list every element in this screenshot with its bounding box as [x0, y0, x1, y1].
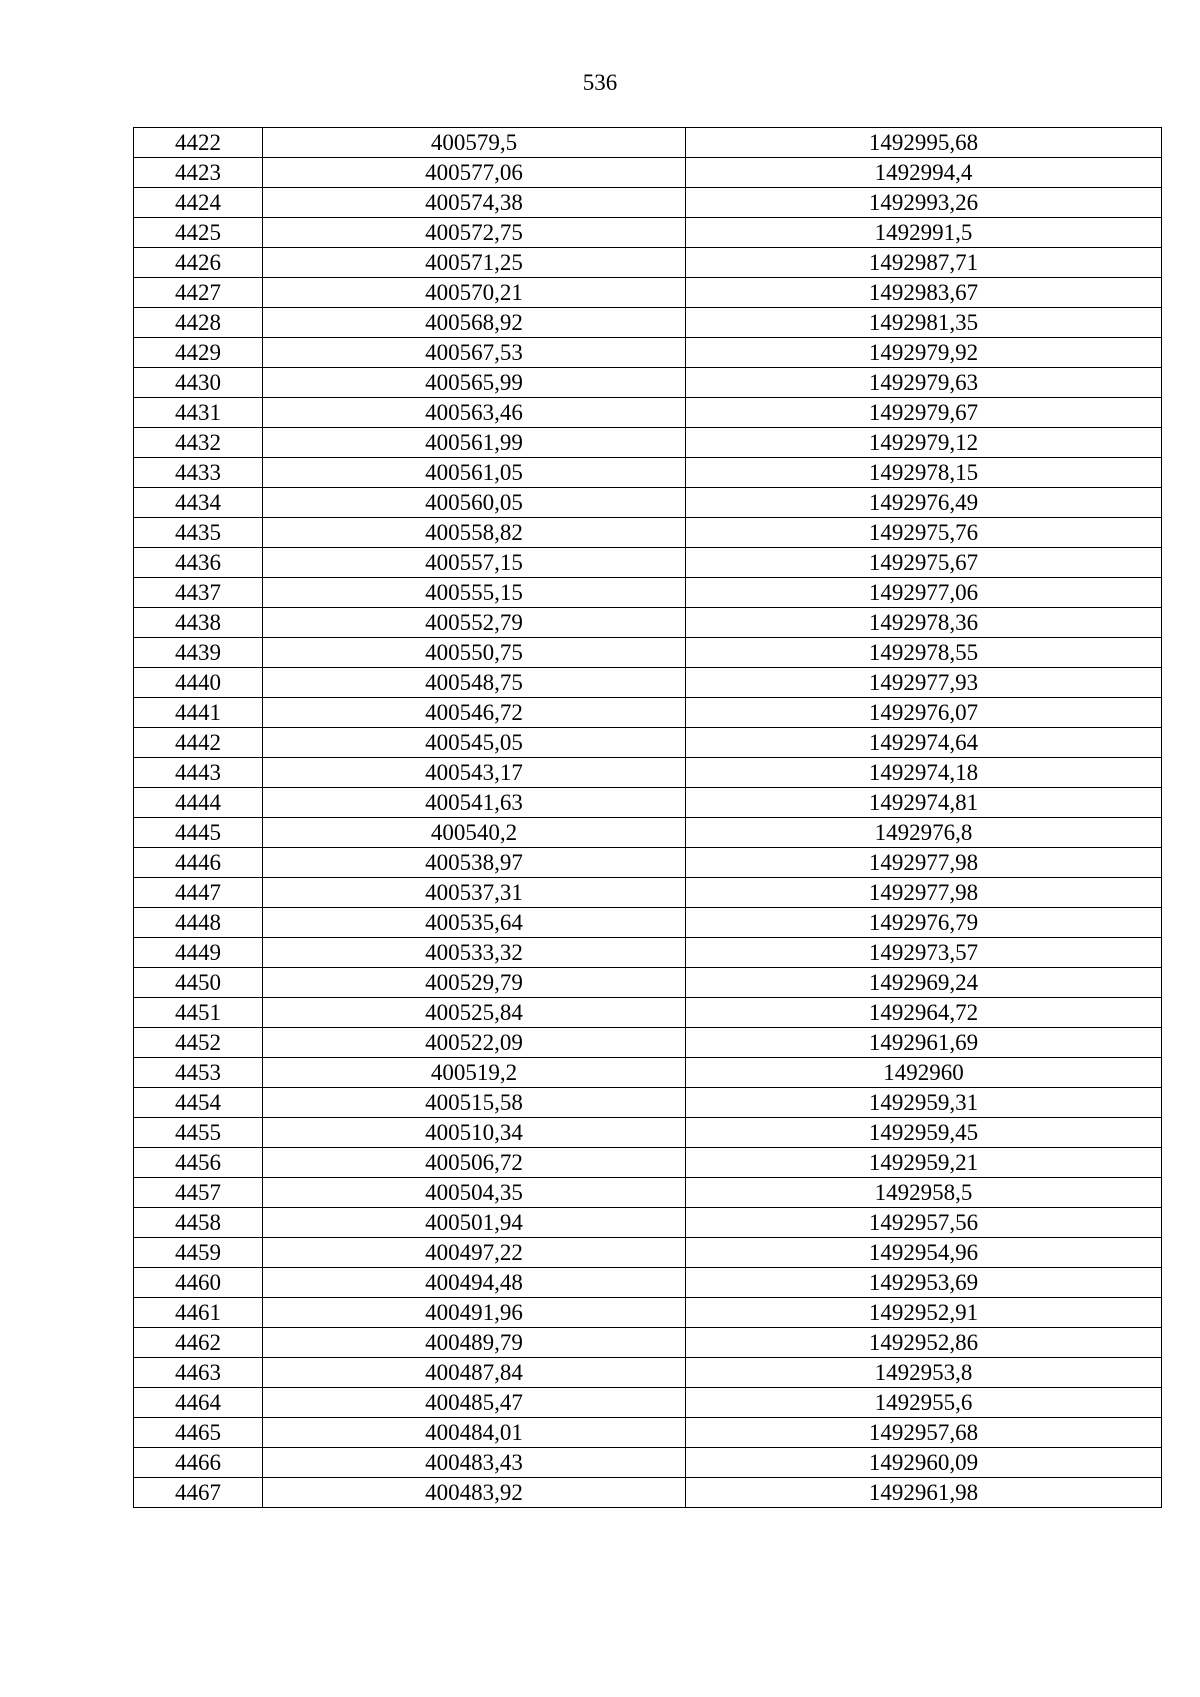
y-coordinate-cell: 1492973,57 [686, 938, 1162, 968]
table-row [134, 548, 1162, 578]
x-coordinate-cell: 400533,32 [263, 938, 686, 968]
x-coordinate-cell: 400572,75 [263, 218, 686, 248]
point-number-cell: 4438 [134, 608, 263, 638]
point-number-cell: 4431 [134, 398, 263, 428]
x-coordinate-cell: 400563,46 [263, 398, 686, 428]
table-row [134, 998, 1162, 1028]
point-number-cell: 4429 [134, 338, 263, 368]
x-coordinate-cell: 400546,72 [263, 698, 686, 728]
y-coordinate-cell: 1492979,67 [686, 398, 1162, 428]
y-coordinate-cell: 1492978,15 [686, 458, 1162, 488]
table-row [134, 698, 1162, 728]
point-number-cell: 4461 [134, 1298, 263, 1328]
y-coordinate-cell: 1492952,86 [686, 1328, 1162, 1358]
table-row [134, 818, 1162, 848]
table-row [134, 1448, 1162, 1478]
y-coordinate-cell: 1492995,68 [686, 128, 1162, 158]
x-coordinate-cell: 400579,5 [263, 128, 686, 158]
table-row [134, 1298, 1162, 1328]
y-coordinate-cell: 1492983,67 [686, 278, 1162, 308]
point-number-cell: 4423 [134, 158, 263, 188]
point-number-cell: 4443 [134, 758, 263, 788]
x-coordinate-cell: 400577,06 [263, 158, 686, 188]
table-row [134, 638, 1162, 668]
y-coordinate-cell: 1492953,69 [686, 1268, 1162, 1298]
y-coordinate-cell: 1492974,18 [686, 758, 1162, 788]
table-row [134, 218, 1162, 248]
point-number-cell: 4427 [134, 278, 263, 308]
y-coordinate-cell: 1492961,98 [686, 1478, 1162, 1508]
y-coordinate-cell: 1492976,07 [686, 698, 1162, 728]
x-coordinate-cell: 400574,38 [263, 188, 686, 218]
x-coordinate-cell: 400515,58 [263, 1088, 686, 1118]
y-coordinate-cell: 1492954,96 [686, 1238, 1162, 1268]
table-row [134, 758, 1162, 788]
x-coordinate-cell: 400568,92 [263, 308, 686, 338]
y-coordinate-cell: 1492993,26 [686, 188, 1162, 218]
y-coordinate-cell: 1492975,76 [686, 518, 1162, 548]
x-coordinate-cell: 400565,99 [263, 368, 686, 398]
point-number-cell: 4424 [134, 188, 263, 218]
point-number-cell: 4430 [134, 368, 263, 398]
point-number-cell: 4458 [134, 1208, 263, 1238]
x-coordinate-cell: 400540,2 [263, 818, 686, 848]
y-coordinate-cell: 1492977,06 [686, 578, 1162, 608]
coordinates-table [133, 127, 1162, 1508]
table-row [134, 1028, 1162, 1058]
table-row [134, 338, 1162, 368]
table-row [134, 1328, 1162, 1358]
table-row [134, 308, 1162, 338]
table-row [134, 878, 1162, 908]
y-coordinate-cell: 1492979,63 [686, 368, 1162, 398]
y-coordinate-cell: 1492975,67 [686, 548, 1162, 578]
point-number-cell: 4439 [134, 638, 263, 668]
y-coordinate-cell: 1492957,56 [686, 1208, 1162, 1238]
point-number-cell: 4462 [134, 1328, 263, 1358]
y-coordinate-cell: 1492957,68 [686, 1418, 1162, 1448]
x-coordinate-cell: 400537,31 [263, 878, 686, 908]
x-coordinate-cell: 400494,48 [263, 1268, 686, 1298]
x-coordinate-cell: 400491,96 [263, 1298, 686, 1328]
y-coordinate-cell: 1492964,72 [686, 998, 1162, 1028]
y-coordinate-cell: 1492960 [686, 1058, 1162, 1088]
point-number-cell: 4457 [134, 1178, 263, 1208]
x-coordinate-cell: 400485,47 [263, 1388, 686, 1418]
y-coordinate-cell: 1492958,5 [686, 1178, 1162, 1208]
y-coordinate-cell: 1492955,6 [686, 1388, 1162, 1418]
y-coordinate-cell: 1492959,21 [686, 1148, 1162, 1178]
y-coordinate-cell: 1492953,8 [686, 1358, 1162, 1388]
point-number-cell: 4426 [134, 248, 263, 278]
page-number: 536 [582, 70, 618, 95]
point-number-cell: 4464 [134, 1388, 263, 1418]
y-coordinate-cell: 1492961,69 [686, 1028, 1162, 1058]
point-number-cell: 4435 [134, 518, 263, 548]
x-coordinate-cell: 400497,22 [263, 1238, 686, 1268]
table-row [134, 1268, 1162, 1298]
table-row [134, 728, 1162, 758]
table-row [134, 518, 1162, 548]
x-coordinate-cell: 400504,35 [263, 1178, 686, 1208]
y-coordinate-cell: 1492977,98 [686, 878, 1162, 908]
table-row [134, 938, 1162, 968]
y-coordinate-cell: 1492979,12 [686, 428, 1162, 458]
x-coordinate-cell: 400501,94 [263, 1208, 686, 1238]
point-number-cell: 4442 [134, 728, 263, 758]
y-coordinate-cell: 1492974,64 [686, 728, 1162, 758]
x-coordinate-cell: 400489,79 [263, 1328, 686, 1358]
table-row [134, 788, 1162, 818]
y-coordinate-cell: 1492976,79 [686, 908, 1162, 938]
x-coordinate-cell: 400529,79 [263, 968, 686, 998]
x-coordinate-cell: 400506,72 [263, 1148, 686, 1178]
table-row [134, 458, 1162, 488]
table-row [134, 1418, 1162, 1448]
table-row [134, 668, 1162, 698]
point-number-cell: 4449 [134, 938, 263, 968]
table-row [134, 608, 1162, 638]
table-row [134, 1238, 1162, 1268]
x-coordinate-cell: 400548,75 [263, 668, 686, 698]
table-row [134, 1148, 1162, 1178]
coordinates-table-body [134, 128, 1162, 1508]
table-row [134, 128, 1162, 158]
point-number-cell: 4432 [134, 428, 263, 458]
point-number-cell: 4422 [134, 128, 263, 158]
y-coordinate-cell: 1492981,35 [686, 308, 1162, 338]
point-number-cell: 4454 [134, 1088, 263, 1118]
y-coordinate-cell: 1492969,24 [686, 968, 1162, 998]
table-row [134, 488, 1162, 518]
x-coordinate-cell: 400484,01 [263, 1418, 686, 1448]
table-row [134, 158, 1162, 188]
table-row [134, 428, 1162, 458]
point-number-cell: 4433 [134, 458, 263, 488]
x-coordinate-cell: 400525,84 [263, 998, 686, 1028]
point-number-cell: 4440 [134, 668, 263, 698]
point-number-cell: 4444 [134, 788, 263, 818]
x-coordinate-cell: 400567,53 [263, 338, 686, 368]
table-row [134, 968, 1162, 998]
y-coordinate-cell: 1492978,36 [686, 608, 1162, 638]
point-number-cell: 4437 [134, 578, 263, 608]
point-number-cell: 4466 [134, 1448, 263, 1478]
y-coordinate-cell: 1492978,55 [686, 638, 1162, 668]
table-row [134, 188, 1162, 218]
point-number-cell: 4436 [134, 548, 263, 578]
y-coordinate-cell: 1492987,71 [686, 248, 1162, 278]
point-number-cell: 4450 [134, 968, 263, 998]
point-number-cell: 4445 [134, 818, 263, 848]
x-coordinate-cell: 400487,84 [263, 1358, 686, 1388]
point-number-cell: 4463 [134, 1358, 263, 1388]
point-number-cell: 4448 [134, 908, 263, 938]
point-number-cell: 4447 [134, 878, 263, 908]
point-number-cell: 4434 [134, 488, 263, 518]
y-coordinate-cell: 1492959,31 [686, 1088, 1162, 1118]
point-number-cell: 4428 [134, 308, 263, 338]
y-coordinate-cell: 1492959,45 [686, 1118, 1162, 1148]
point-number-cell: 4459 [134, 1238, 263, 1268]
x-coordinate-cell: 400558,82 [263, 518, 686, 548]
point-number-cell: 4446 [134, 848, 263, 878]
y-coordinate-cell: 1492974,81 [686, 788, 1162, 818]
y-coordinate-cell: 1492952,91 [686, 1298, 1162, 1328]
x-coordinate-cell: 400550,75 [263, 638, 686, 668]
x-coordinate-cell: 400561,05 [263, 458, 686, 488]
table-row [134, 848, 1162, 878]
point-number-cell: 4467 [134, 1478, 263, 1508]
x-coordinate-cell: 400571,25 [263, 248, 686, 278]
table-row [134, 1208, 1162, 1238]
x-coordinate-cell: 400545,05 [263, 728, 686, 758]
table-row [134, 1088, 1162, 1118]
x-coordinate-cell: 400552,79 [263, 608, 686, 638]
point-number-cell: 4425 [134, 218, 263, 248]
x-coordinate-cell: 400541,63 [263, 788, 686, 818]
x-coordinate-cell: 400483,43 [263, 1448, 686, 1478]
table-row [134, 278, 1162, 308]
x-coordinate-cell: 400560,05 [263, 488, 686, 518]
y-coordinate-cell: 1492977,93 [686, 668, 1162, 698]
table-row [134, 368, 1162, 398]
x-coordinate-cell: 400510,34 [263, 1118, 686, 1148]
y-coordinate-cell: 1492977,98 [686, 848, 1162, 878]
x-coordinate-cell: 400483,92 [263, 1478, 686, 1508]
x-coordinate-cell: 400535,64 [263, 908, 686, 938]
y-coordinate-cell: 1492991,5 [686, 218, 1162, 248]
table-row [134, 248, 1162, 278]
point-number-cell: 4441 [134, 698, 263, 728]
x-coordinate-cell: 400538,97 [263, 848, 686, 878]
y-coordinate-cell: 1492979,92 [686, 338, 1162, 368]
point-number-cell: 4451 [134, 998, 263, 1028]
x-coordinate-cell: 400522,09 [263, 1028, 686, 1058]
point-number-cell: 4452 [134, 1028, 263, 1058]
y-coordinate-cell: 1492994,4 [686, 158, 1162, 188]
table-row [134, 1058, 1162, 1088]
x-coordinate-cell: 400555,15 [263, 578, 686, 608]
y-coordinate-cell: 1492976,8 [686, 818, 1162, 848]
table-row [134, 1178, 1162, 1208]
table-row [134, 1478, 1162, 1508]
point-number-cell: 4455 [134, 1118, 263, 1148]
point-number-cell: 4453 [134, 1058, 263, 1088]
point-number-cell: 4465 [134, 1418, 263, 1448]
x-coordinate-cell: 400557,15 [263, 548, 686, 578]
point-number-cell: 4460 [134, 1268, 263, 1298]
table-row [134, 1388, 1162, 1418]
table-row [134, 398, 1162, 428]
x-coordinate-cell: 400570,21 [263, 278, 686, 308]
table-row [134, 908, 1162, 938]
x-coordinate-cell: 400543,17 [263, 758, 686, 788]
table-row [134, 578, 1162, 608]
table-row [134, 1118, 1162, 1148]
y-coordinate-cell: 1492960,09 [686, 1448, 1162, 1478]
y-coordinate-cell: 1492976,49 [686, 488, 1162, 518]
point-number-cell: 4456 [134, 1148, 263, 1178]
table-row [134, 1358, 1162, 1388]
x-coordinate-cell: 400519,2 [263, 1058, 686, 1088]
x-coordinate-cell: 400561,99 [263, 428, 686, 458]
